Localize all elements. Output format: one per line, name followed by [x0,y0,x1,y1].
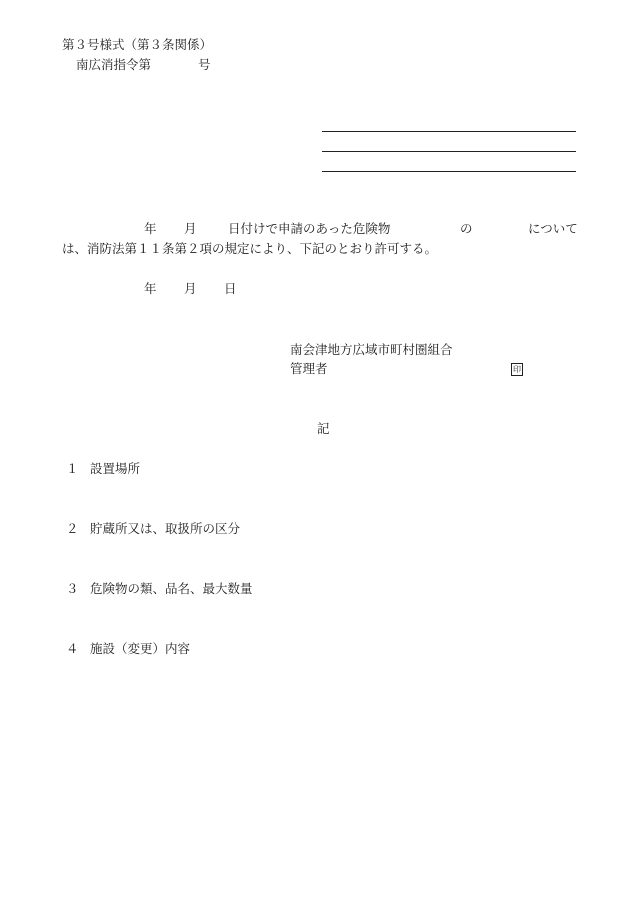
applicant-line-3 [322,171,576,172]
item-1-label: 設置場所 [90,461,141,476]
item-2-label: 貯蔵所又は、取扱所の区分 [90,521,241,536]
item-1-number: １ [66,461,79,476]
reference-prefix: 南広消指令第 [76,57,152,72]
date-month: 月 [184,281,197,296]
issuer-organization: 南会津地方広域市町村圏組合 [290,342,453,357]
item-2-number: ２ [66,521,79,536]
applicant-line-2 [322,151,576,152]
body-day-phrase: 日付けで申請のあった危険物 [228,221,391,236]
reference-suffix: 号 [198,57,211,72]
issuer-title: 管理者 [290,361,328,376]
body-concerning: について [528,221,578,236]
item-4-label: 施設（変更）内容 [90,641,191,656]
body-line-2: は、消防法第１１条第２項の規定により、下記のとおり許可する。 [62,241,438,256]
item-3-label: 危険物の類、品名、最大数量 [90,581,253,596]
item-4-number: ４ [66,641,79,656]
item-3-number: ３ [66,581,79,596]
ki-heading: 記 [317,421,330,436]
body-year: 年 [144,221,157,236]
date-day: 日 [224,281,237,296]
body-month: 月 [184,221,197,236]
applicant-line-1 [322,131,576,132]
date-year: 年 [144,281,157,296]
seal-mark: 印 [513,365,521,374]
body-particle-no: の [460,221,473,236]
form-number: 第３号様式（第３条関係） [62,37,213,52]
